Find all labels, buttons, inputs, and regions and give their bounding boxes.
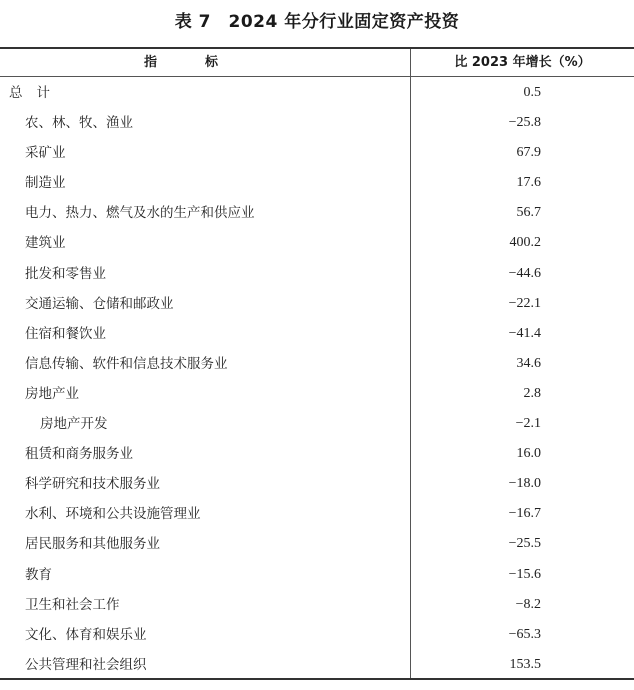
row-value: 0.5 <box>523 85 541 100</box>
row-name: 教育 <box>25 566 52 583</box>
table-row <box>0 620 634 650</box>
row-name: 建筑业 <box>25 235 66 252</box>
row-value: 67.9 <box>516 145 541 161</box>
table-header <box>0 49 634 76</box>
row-value: 400.2 <box>509 235 541 251</box>
row-name: 卫生和社会工作 <box>25 596 120 613</box>
table-row <box>0 560 634 590</box>
row-value: −25.5 <box>508 536 541 552</box>
row-value: 16.0 <box>516 446 541 462</box>
table-row <box>0 138 634 168</box>
table-row <box>0 168 634 198</box>
table-body <box>0 78 634 680</box>
table-row <box>0 289 634 319</box>
header-growth: 比 2023 年增长（%） <box>454 55 591 70</box>
header-rule <box>0 76 634 77</box>
row-value: −18.0 <box>508 476 541 492</box>
row-name: 电力、热力、燃气及水的生产和供应业 <box>25 205 255 222</box>
row-name: 住宿和餐饮业 <box>25 325 106 342</box>
row-value: 56.7 <box>516 205 541 221</box>
row-name: 租赁和商务服务业 <box>25 446 133 463</box>
row-value: −44.6 <box>508 265 541 281</box>
row-name: 批发和零售业 <box>25 265 106 282</box>
row-value: −41.4 <box>508 325 541 341</box>
table-row <box>0 108 634 138</box>
row-name: 房地产业 <box>25 385 79 402</box>
row-value: −25.8 <box>508 115 541 131</box>
table-bottom-rule <box>0 678 634 680</box>
table-row <box>0 379 634 409</box>
row-value: 2.8 <box>523 385 541 401</box>
row-value: −16.7 <box>508 506 541 522</box>
table-row <box>0 78 634 108</box>
row-value: 34.6 <box>516 355 541 371</box>
header-indicator <box>0 49 410 76</box>
row-name: 房地产开发 <box>40 416 108 433</box>
row-value: −65.3 <box>508 626 541 642</box>
row-value: 153.5 <box>509 656 541 672</box>
header-indicator-label: 指标 <box>143 55 266 70</box>
row-name: 公共管理和社会组织 <box>25 656 147 673</box>
table-row <box>0 409 634 439</box>
row-name: 信息传输、软件和信息技术服务业 <box>25 355 228 372</box>
row-name: 文化、体育和娱乐业 <box>25 626 147 643</box>
table-row <box>0 198 634 228</box>
row-name: 居民服务和其他服务业 <box>25 536 160 553</box>
row-value: −22.1 <box>508 295 541 311</box>
row-value: −2.1 <box>515 416 541 432</box>
row-name: 制造业 <box>25 175 66 192</box>
table-row <box>0 529 634 559</box>
row-value: 17.6 <box>516 175 541 191</box>
row-value: −8.2 <box>515 596 541 612</box>
table-row <box>0 590 634 620</box>
table-row <box>0 259 634 289</box>
row-name: 水利、环境和公共设施管理业 <box>25 506 201 523</box>
row-name: 采矿业 <box>25 145 66 162</box>
row-value: −15.6 <box>508 566 541 582</box>
table-row <box>0 439 634 469</box>
table-row <box>0 349 634 379</box>
row-name: 总计 <box>9 85 64 101</box>
table-row <box>0 469 634 499</box>
row-name: 交通运输、仓储和邮政业 <box>25 295 174 312</box>
row-name: 农、林、牧、渔业 <box>25 115 133 132</box>
table-title: 表 7 2024 年分行业固定资产投资 <box>174 12 460 32</box>
row-name: 科学研究和技术服务业 <box>25 476 160 493</box>
table-row <box>0 499 634 529</box>
table-row <box>0 650 634 680</box>
table-row <box>0 319 634 349</box>
table-row <box>0 228 634 258</box>
